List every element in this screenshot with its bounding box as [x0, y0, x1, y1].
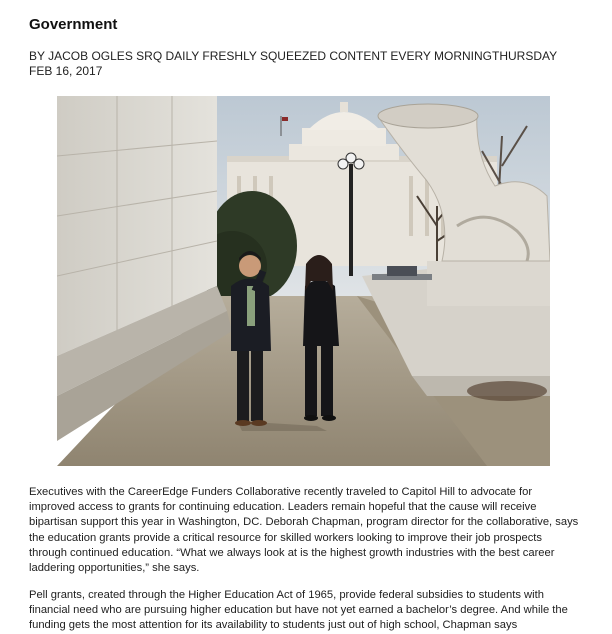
paragraph-1: Executives with the CareerEdge Funders Collaborative recently traveled to Capitol Hill to advocate for improved access to grants for continuing education. Leaders remain hopeful that the cause will receive bipartisan support this year in Washington, DC. Deborah Chapman, program director for the collaborative, says the education grants provide a critical resource for skilled workers looking to improve their job prospects through continued education. “What we always look at is the highest growth industries with the best career laddering opportunities,” she says.	[29, 486, 579, 575]
byline: BY JACOB OGLES SRQ DAILY FRESHLY SQUEEZED CONTENT EVERY MORNINGTHURSDAY FEB 16, 2017	[29, 49, 557, 78]
section-title: Government	[29, 16, 118, 33]
paragraph-2: Pell grants, created through the Higher Education Act of 1965, provide federal subsidies to students with financial need who are pursuing higher education but have not yet earned a bachelor’s degree. And while the funding gets the most attention for its availability to students just out of high school, Chapman says	[29, 589, 568, 632]
article-photo	[57, 96, 550, 466]
